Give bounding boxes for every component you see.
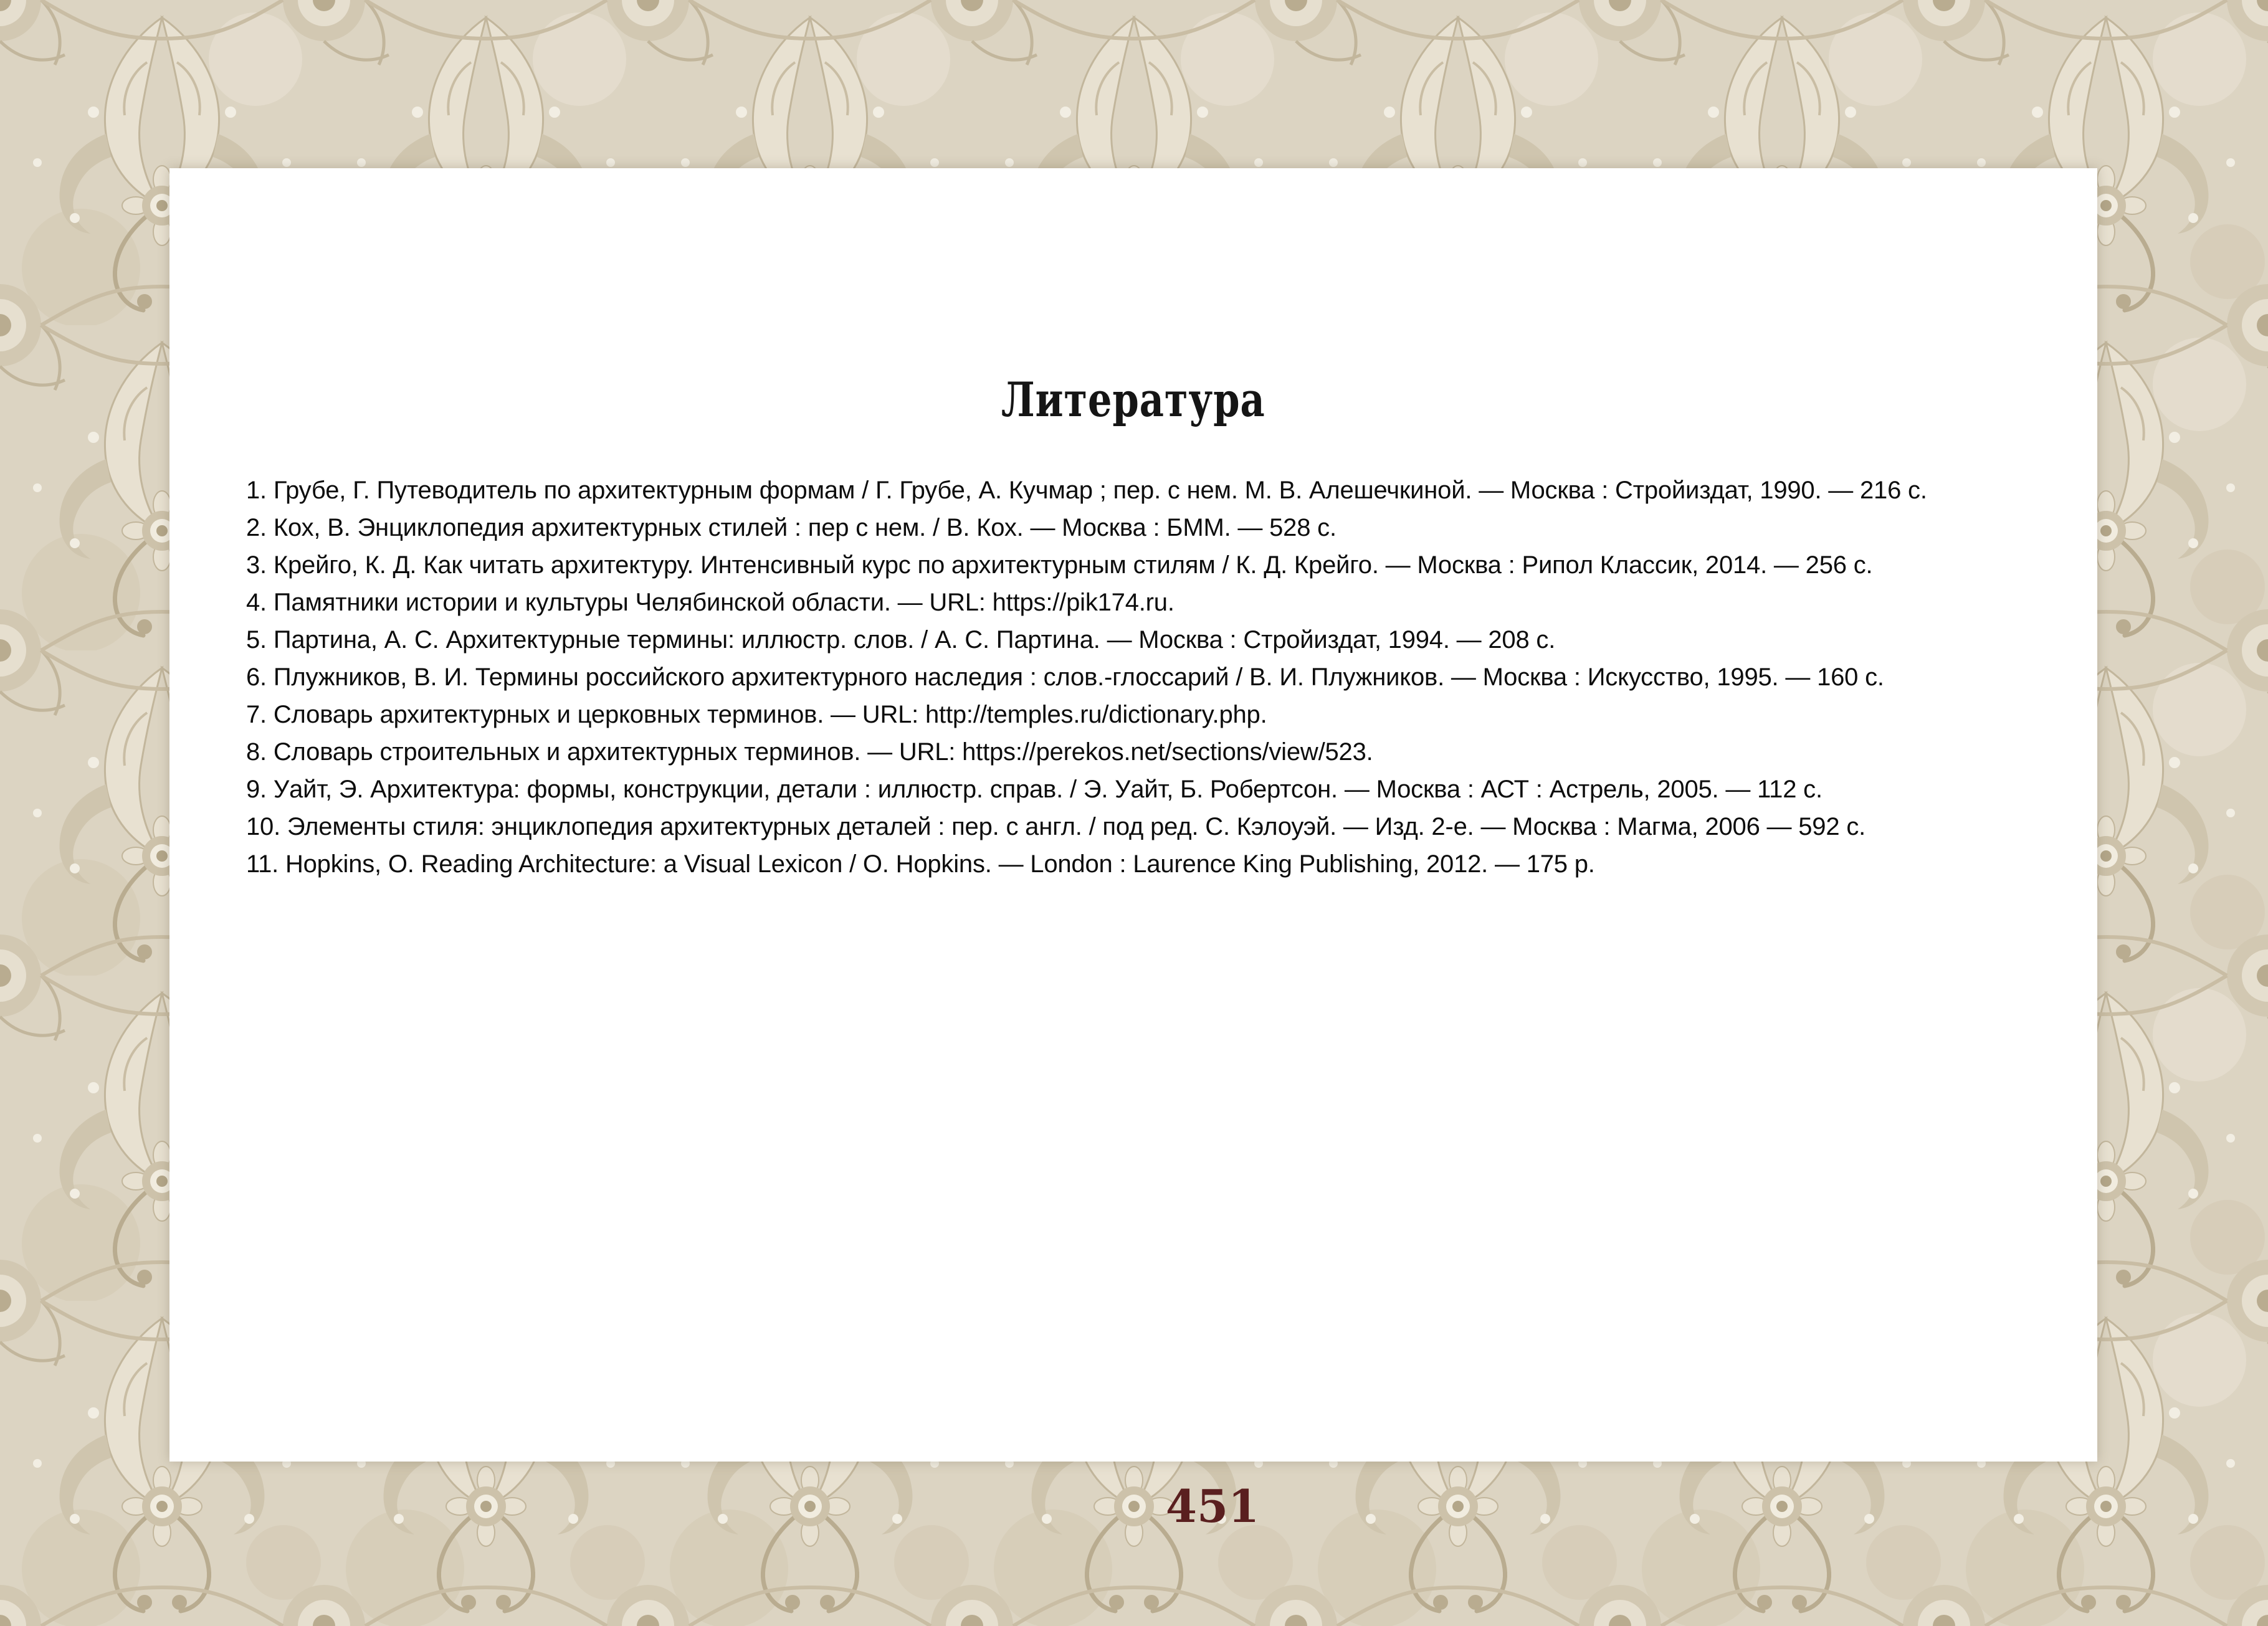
content-panel [169, 168, 2097, 1462]
reference-item: 2. Кох, В. Энциклопедия архитектурных стилей : пер с нем. / В. Кох. — Москва : БММ. — 528 с. [246, 514, 1336, 541]
reference-item: 8. Словарь строительных и архитектурных терминов. — URL: https://perekos.net/sections/view/523. [246, 738, 1373, 766]
page-title [169, 372, 2097, 427]
reference-item: 1. Грубе, Г. Путеводитель по архитектурным формам / Г. Грубе, А. Кучмар ; пер. с нем. М. В. Алешечкиной. — Москва : Стройиздат, 1990. — 216 с. [246, 477, 1927, 504]
reference-item: 10. Элементы стиля: энциклопедия архитектурных деталей : пер. с англ. / под ред. С. Кэлоуэй. — Изд. 2-е. — Москва : Магма, 2006 — 592 с. [246, 813, 1866, 840]
reference-item: 3. Крейго, К. Д. Как читать архитектуру. Интенсивный курс по архитектурным стилям / К. Д. Крейго. — Москва : Рипол Классик, 2014. — 256 с. [246, 551, 1873, 579]
reference-item: 11. Hopkins, O. Reading Architecture: a Visual Lexicon / O. Hopkins. — London : Laurence King Publishing, 2012. — 175 p. [246, 850, 1595, 878]
reference-item: 5. Партина, А. С. Архитектурные термины: иллюстр. слов. / А. С. Партина. — Москва : Стройиздат, 1994. — 208 с. [246, 626, 1556, 654]
reference-item: 7. Словарь архитектурных и церковных терминов. — URL: http://temples.ru/dictionary.php. [246, 701, 1267, 728]
reference-item: 4. Памятники истории и культуры Челябинской области. — URL: https://pik174.ru. [246, 589, 1174, 616]
reference-item: 6. Плужников, В. И. Термины российского архитектурного наследия : слов.-глоссарий / В. И. Плужников. — Москва : Искусство, 1995. — 160 с. [246, 663, 1884, 691]
reference-item: 9. Уайт, Э. Архитектура: формы, конструкции, детали : иллюстр. справ. / Э. Уайт, Б. Робертсон. — Москва : АСТ : Астрель, 2005. — 112 с. [246, 776, 1822, 803]
page-title-text: Литература [1001, 372, 1265, 427]
page-number: 451 [1165, 1480, 1260, 1533]
reference-list [246, 472, 2060, 883]
